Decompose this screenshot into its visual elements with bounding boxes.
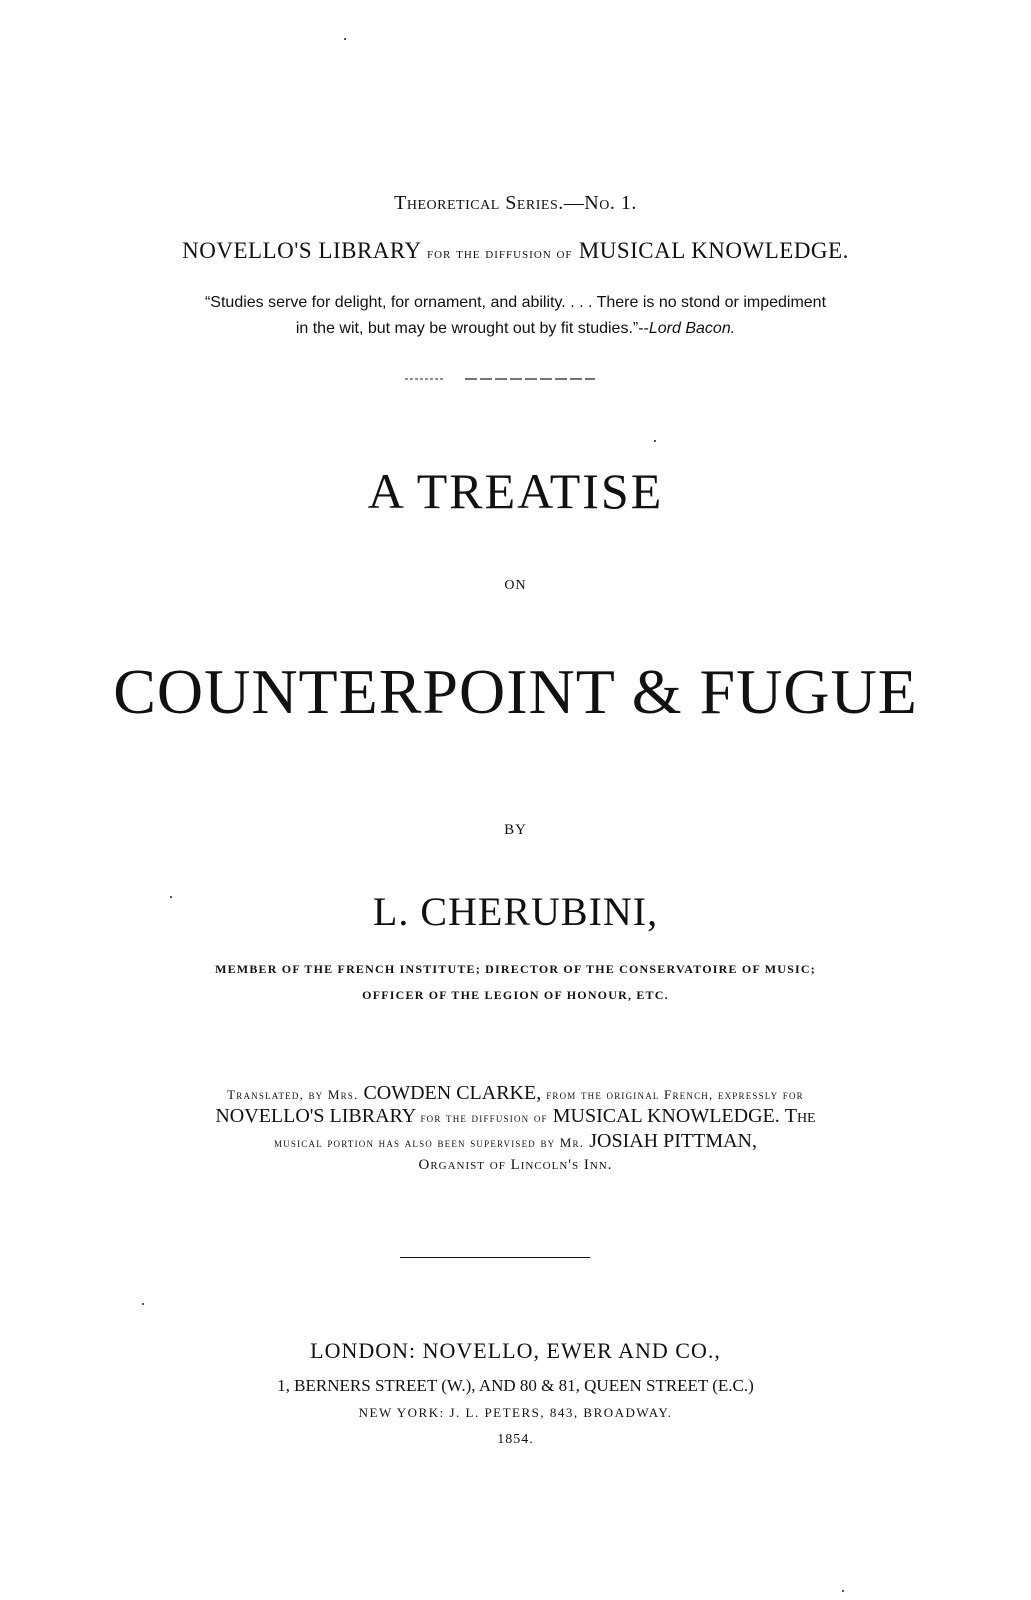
- epigraph-attribution: Lord Bacon.: [648, 320, 736, 337]
- translation-line-2: [0, 1105, 1031, 1128]
- scan-speck: [142, 1303, 144, 1305]
- translation-text: The: [784, 1105, 816, 1127]
- library-line: [0, 238, 1031, 264]
- imprint-year: 1854.: [497, 1432, 534, 1447]
- by-line: BY: [504, 822, 527, 838]
- ornament-rule-icon: [405, 377, 595, 381]
- title-line-1: A TREATISE: [367, 463, 664, 519]
- scan-speck: [654, 440, 656, 442]
- imprint-new-york: NEW YORK: J. L. PETERS, 843, BROADWAY.: [358, 1405, 673, 1420]
- library-connector: for the diffusion of: [426, 246, 573, 262]
- library-subject: MUSICAL KNOWLEDGE.: [578, 238, 849, 263]
- library-connector: for the diffusion of: [420, 1110, 548, 1125]
- translation-text: from the original French, expressly for: [546, 1087, 804, 1102]
- library-subject: MUSICAL KNOWLEDGE.: [552, 1105, 780, 1127]
- epigraph-line-2: [0, 320, 1031, 338]
- epigraph-text: in the wit, but may be wrought out by fit studies.”--: [295, 320, 649, 337]
- author-name: L. CHERUBINI,: [372, 889, 659, 934]
- title-line-2: COUNTERPOINT & FUGUE: [113, 656, 918, 727]
- series-line: Theoretical Series.—No. 1.: [394, 192, 637, 214]
- scan-speck: [170, 896, 172, 898]
- library-name: NOVELLO'S LIBRARY: [215, 1105, 416, 1127]
- imprint-publisher: LONDON: NOVELLO, EWER AND CO.,: [310, 1338, 721, 1363]
- imprint-address: 1, BERNERS STREET (W.), AND 80 & 81, QUEEN STREET (E.C.): [277, 1376, 754, 1395]
- translation-text: musical portion has also been supervised by Mr.: [273, 1135, 585, 1150]
- title-connector: ON: [504, 578, 527, 593]
- translator-name: COWDEN CLARKE,: [363, 1082, 542, 1104]
- translation-text: Translated, by Mrs.: [227, 1087, 359, 1102]
- translation-line-1: [0, 1082, 1031, 1105]
- divider-rule: [400, 1257, 590, 1258]
- epigraph-line-1: “Studies serve for delight, for ornament, and ability. . . . There is no stond or impediment: [204, 294, 827, 311]
- supervisor-name: JOSIAH PITTMAN,: [589, 1130, 758, 1152]
- scan-speck: [842, 1590, 844, 1592]
- library-name: NOVELLO'S LIBRARY: [182, 238, 421, 263]
- translation-line-3: [0, 1130, 1031, 1153]
- scan-speck: [344, 38, 346, 40]
- translation-line-4: Organist of Lincoln's Inn.: [418, 1157, 613, 1173]
- author-credentials-2: OFFICER OF THE LEGION OF HONOUR, ETC.: [362, 988, 669, 1002]
- author-credentials-1: MEMBER OF THE FRENCH INSTITUTE; DIRECTOR OF THE CONSERVATOIRE OF MUSIC;: [215, 962, 816, 976]
